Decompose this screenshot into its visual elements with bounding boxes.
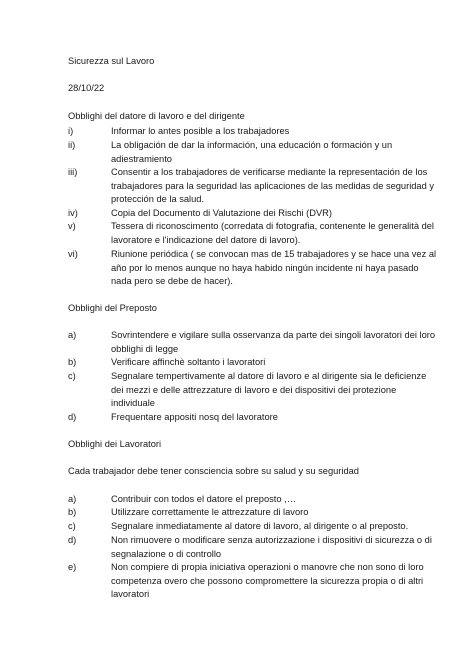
list-number: a) bbox=[68, 330, 77, 340]
section-heading-datore: Obblighi del datore di lavoro e del dirigente bbox=[68, 111, 245, 121]
list-text: Sovrintendere e vigilare sulla osservanza da parte dei singoli lavoratori dei loro obblighi di legge bbox=[111, 330, 436, 354]
list-text: Tessera di riconoscimento (corredata di fotografia, contenente le generalità del lavoratore e l'indicazione del datore di lavoro). bbox=[111, 221, 434, 245]
list-number: vi) bbox=[68, 249, 78, 259]
list-number: e) bbox=[68, 562, 77, 572]
list-number: iv) bbox=[68, 208, 78, 218]
list-text: Copia del Documento di Valutazione dei Rischi (DVR) bbox=[111, 208, 332, 218]
list-number: c) bbox=[68, 371, 76, 381]
list-text: Riunione periódica ( se convocan mas de 15 trabajadores y se hace una vez al año por lo menos aunque no haya habido ningún incidente ni haya pasado nada pero se debe de hacer). bbox=[111, 249, 437, 287]
list-number: iii) bbox=[68, 167, 78, 177]
list-number: i) bbox=[68, 126, 74, 136]
list-text: Non compiere di propia iniciativa operazioni o manovre che non sono di loro competenza overo che possono compromettere la sicurezza propia o di altri lavoratori bbox=[111, 562, 424, 600]
list-number: b) bbox=[68, 507, 77, 517]
list-text: Utilizzare correttamente le attrezzature di lavoro bbox=[111, 507, 309, 517]
list-text: Frequentare appositi nosq del lavoratore bbox=[111, 412, 278, 422]
list-text: Verificare affinchè soltanto i lavoratori bbox=[111, 357, 266, 367]
list-text: Non rimuovere o modificare senza autorizzazione i dispositivi di sicurezza o di segnalazione o di controllo bbox=[111, 535, 432, 559]
section-heading-preposto: Obblighi del Preposto bbox=[68, 303, 157, 313]
list-text: Consentir a los trabajadores de verificarse mediante la representación de los trabajadores para la seguridad las aplicaciones de las medidas de seguridad y protección de la salud. bbox=[111, 167, 435, 205]
document-date: 28/10/22 bbox=[68, 83, 105, 93]
list-number: v) bbox=[68, 221, 76, 231]
list-text: Segnalare tempertivamente al datore di lavoro e al dirigente sia le deficienze dei mezzi e delle attrezzature di lavoro e dei dispositivi dei protezione individuale bbox=[111, 371, 427, 409]
list-number: a) bbox=[68, 494, 77, 504]
list-text: Contribuir con todos el datore el preposto ,… bbox=[111, 494, 297, 504]
section-heading-lavoratori: Obblighi dei Lavoratori bbox=[68, 439, 162, 449]
list-number: b) bbox=[68, 357, 77, 367]
list-text: Segnalare inmediatamente al datore di lavoro, al dirigente o al preposto. bbox=[111, 521, 409, 531]
list-text: Informar lo antes posible a los trabajadores bbox=[111, 126, 290, 136]
section-intro: Cada trabajador debe tener consciencia sobre su salud y su seguridad bbox=[68, 466, 359, 476]
list-number: d) bbox=[68, 535, 77, 545]
list-number: d) bbox=[68, 412, 77, 422]
list-number: c) bbox=[68, 521, 76, 531]
list-number: ii) bbox=[68, 140, 76, 150]
list-text: La obligación de dar la información, una educación o formación y un adiestramiento bbox=[111, 140, 393, 164]
document-title: Sicurezza sul Lavoro bbox=[68, 56, 155, 66]
